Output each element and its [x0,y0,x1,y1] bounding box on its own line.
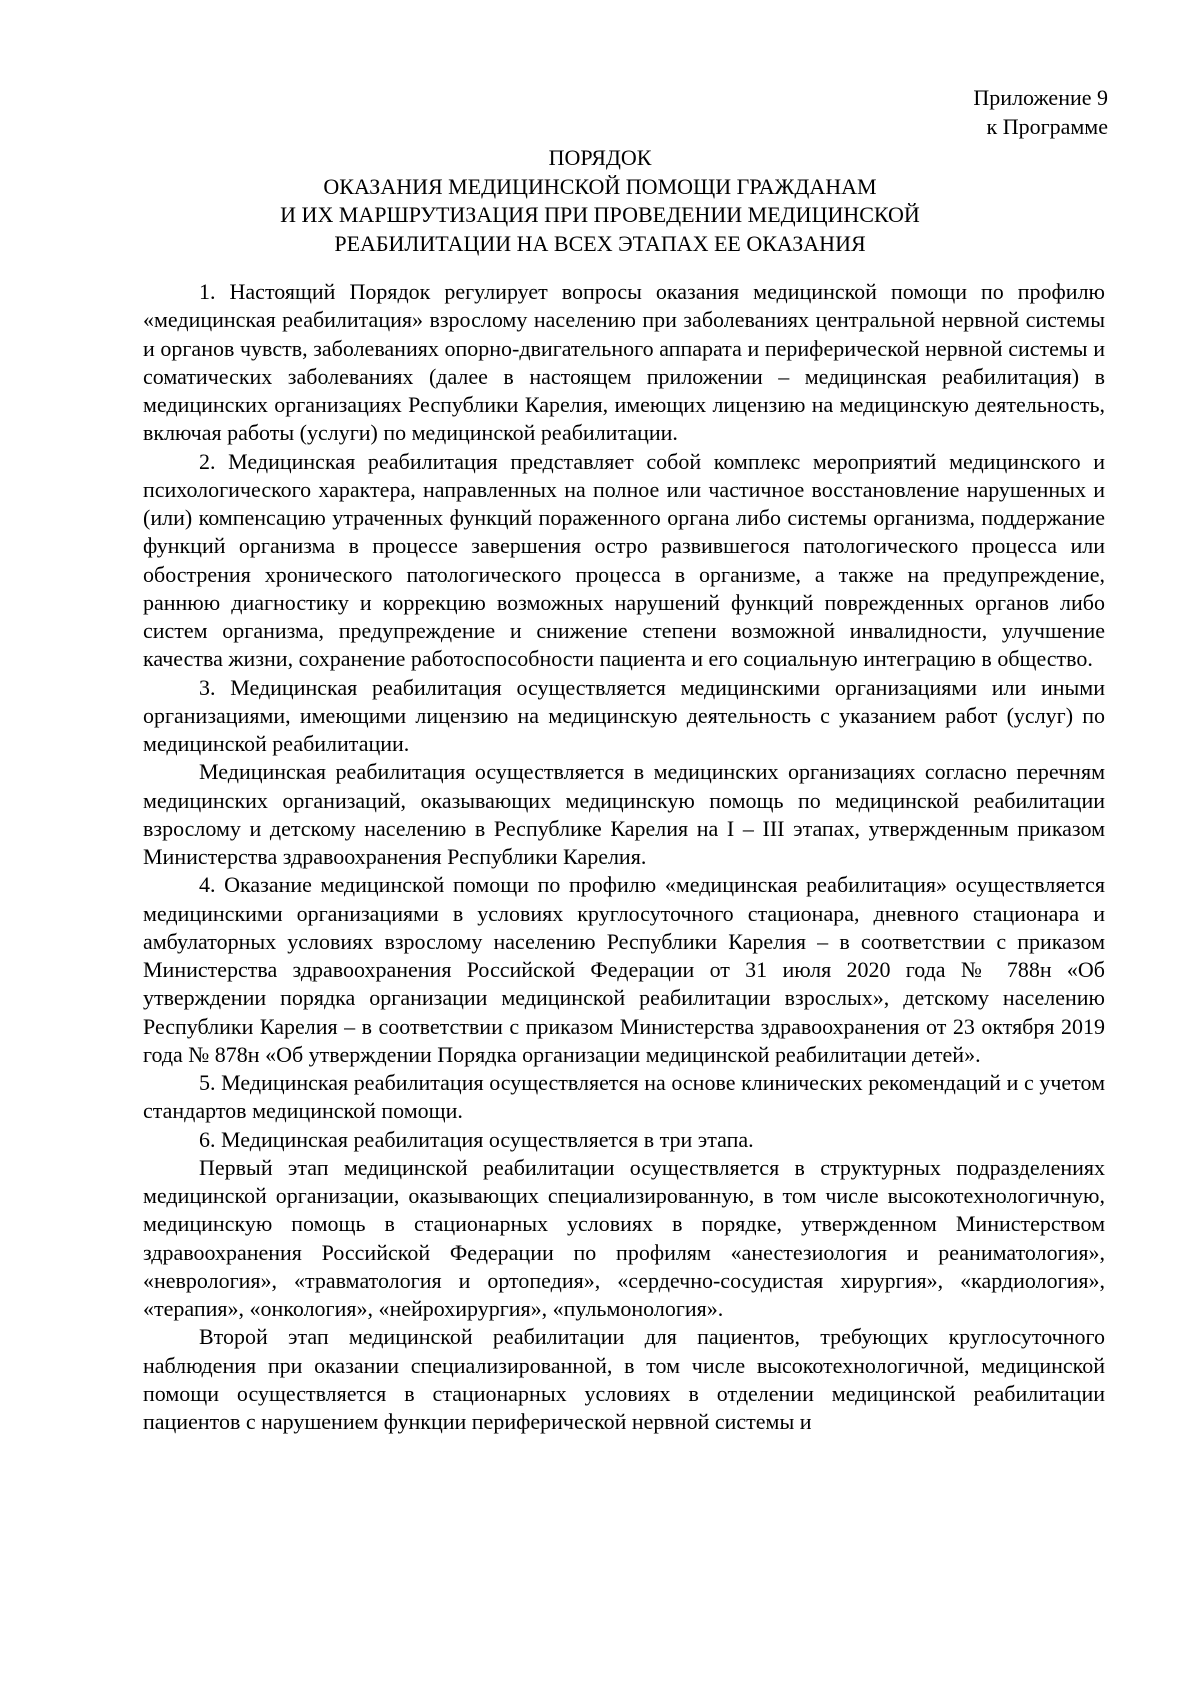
paragraph-2: 2. Медицинская реабилитация представляет собой комплекс мероприятий медицинского и психологического характера, направленных на полное или частичное восстановление нарушенных и (или) компенсацию утраченных функций пораженного органа либо системы организма, поддержание функций организма в процессе завершения остро развившегося патологического процесса или обострения хронического патологического процесса в организме, а также на предупреждение, раннюю диагностику и коррекцию возможных нарушений функций поврежденных органов либо систем организма, предупреждение и снижение степени возможной инвалидности, улучшение качества жизни, сохранение работоспособности пациента и его социальную интеграцию в общество. [143,448,1105,672]
document-body [143,278,1105,1436]
title-line-3: И ИХ МАРШРУТИЗАЦИЯ ПРИ ПРОВЕДЕНИИ МЕДИЦИНСКОЙ [280,202,920,228]
paragraph-3-continued: Медицинская реабилитация осуществляется в медицинских организациях согласно перечням медицинских организаций, оказывающих медицинскую помощь по медицинской реабилитации взрослому и детскому населению в Республике Карелия на I – III этапах, утвержденным приказом Министерства здравоохранения Республики Карелия. [143,759,1105,869]
title-line-4: РЕАБИЛИТАЦИИ НА ВСЕХ ЭТАПАХ ЕЕ ОКАЗАНИЯ [334,230,866,256]
title-line-1: ПОРЯДОК [548,145,652,170]
paragraph-3: 3. Медицинская реабилитация осуществляется медицинскими организациями или иными организациями, имеющими лицензию на медицинскую деятельность с указанием работ (услуг) по медицинской реабилитации. [143,674,1105,756]
title-line-2: ОКАЗАНИЯ МЕДИЦИНСКОЙ ПОМОЩИ ГРАЖДАНАМ [323,173,877,199]
document-title [120,144,1080,258]
paragraph-second-stage: Второй этап медицинской реабилитации для пациентов, требующих круглосуточного наблюдения при оказании специализированной, в том числе высокотехнологичной, медицинской помощи осуществляется в стационарных условиях в отделении медицинской реабилитации пациентов с нарушением функции периферической нервной системы и [143,1324,1105,1434]
appendix-program: к Программе [986,113,1108,139]
paragraph-1: 1. Настоящий Порядок регулирует вопросы оказания медицинской помощи по профилю «медицинская реабилитация» взрослому населению при заболеваниях центральной нервной системы и органов чувств, заболеваниях опорно-двигательного аппарата и периферической нервной системы и соматических заболеваниях (далее в настоящем приложении – медицинская реабилитация) в медицинских организациях Республики Карелия, имеющих лицензию на медицинскую деятельность, включая работы (услуги) по медицинской реабилитации. [143,279,1105,446]
paragraph-6: 6. Медицинская реабилитация осуществляется в три этапа. [199,1126,754,1152]
appendix-header [973,84,1108,141]
paragraph-5: 5. Медицинская реабилитация осуществляется на основе клинических рекомендаций и с учетом стандартов медицинской помощи. [143,1070,1105,1124]
appendix-number: Приложение 9 [973,85,1108,110]
paragraph-4: 4. Оказание медицинской помощи по профилю «медицинская реабилитация» осуществляется медицинскими организациями в условиях круглосуточного стационара, дневного стационара и амбулаторных условиях взрослому населению Республики Карелия – в соответствии с приказом Министерства здравоохранения Российской Федерации от 31 июля 2020 года № 788н «Об утверждении порядка организации медицинской реабилитации взрослых», детскому населению Республики Карелия – в соответствии с приказом Министерства здравоохранения от 23 октября 2019 года № 878н «Об утверждении Порядка организации медицинской реабилитации детей». [143,872,1105,1067]
paragraph-first-stage: Первый этап медицинской реабилитации осуществляется в структурных подразделениях медицинской организации, оказывающих специализированную, в том числе высокотехнологичную, медицинскую помощь в стационарных условиях в порядке, утвержденном Министерством здравоохранения Российской Федерации по профилям «анестезиология и реаниматология», «неврология», «травматология и ортопедия», «сердечно-сосудистая хирургия», «кардиология», «терапия», «онкология», «нейрохирургия», «пульмонология». [143,1154,1105,1321]
